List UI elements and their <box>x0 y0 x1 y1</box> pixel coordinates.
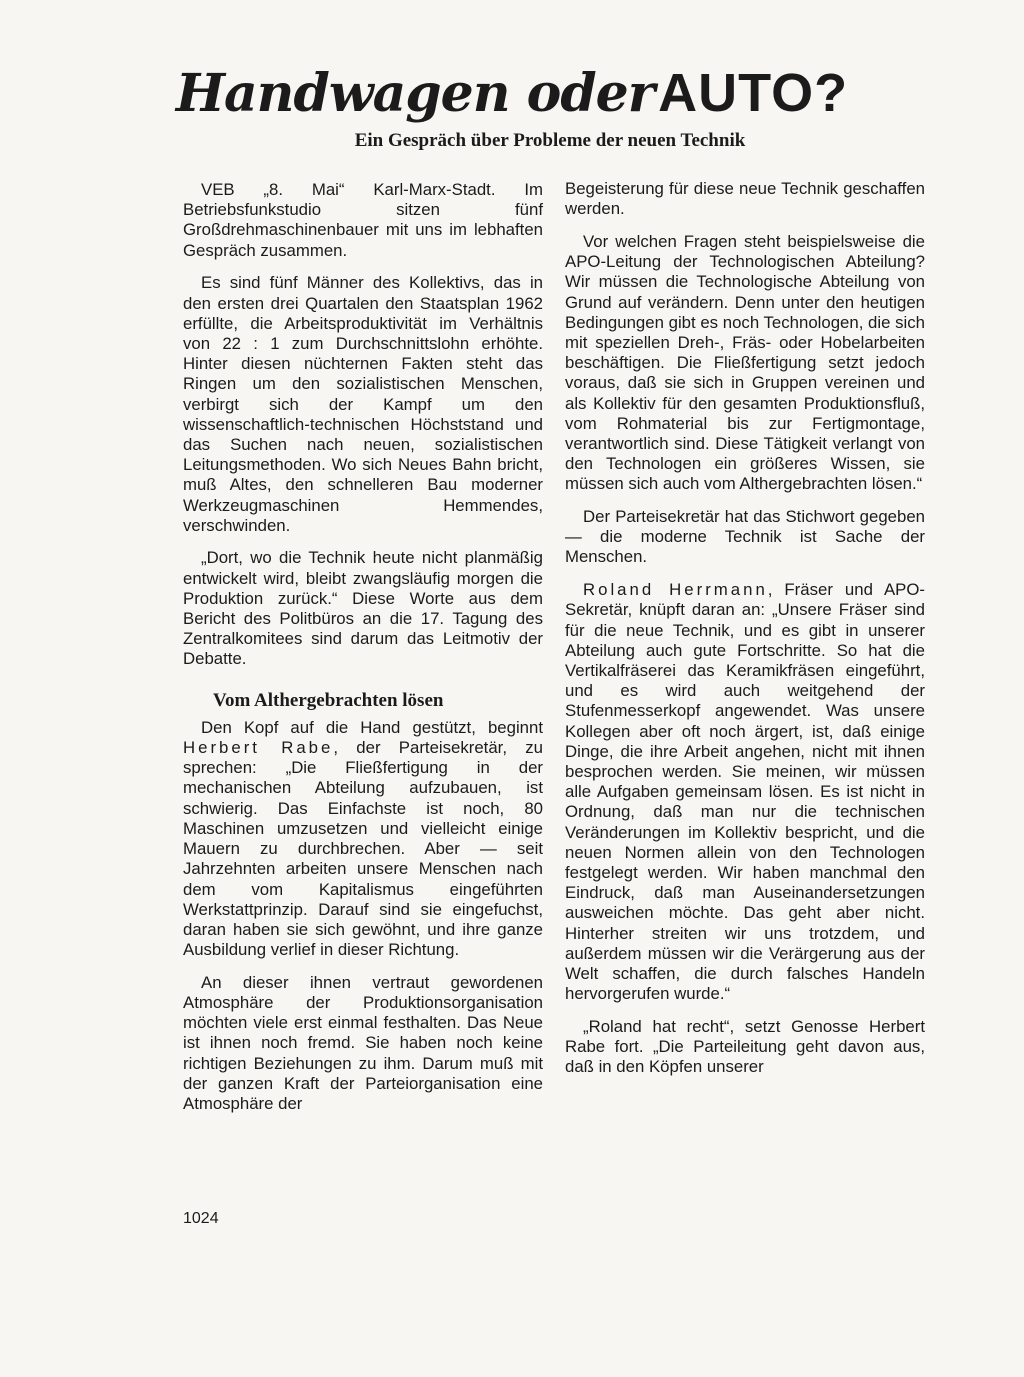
paragraph: An dieser ihnen vertraut gewordenen Atmosphäre der Produktionsorganisation möchten viele erst einmal festhalten. Das Neue ist ihnen noch fremd. Sie haben noch keine richtigen Beziehungen zu ihm. Darum muß mit der ganzen Kraft der Parteiorganisation eine Atmosphäre der <box>183 972 543 1114</box>
paragraph: VEB „8. Mai“ Karl-Marx-Stadt. Im Betriebsfunkstudio sitzen fünf Großdrehmaschinenbauer mit uns im lebhaften Gespräch zusammen. <box>183 180 543 260</box>
paragraph: Vor welchen Fragen steht beispielsweise die APO-Leitung der Technologischen Abteilung? Wir müssen die Technologische Abteilung von Grund auf verändern. Denn unter den heutigen Bedingungen gibt es noch Technologen, die sich mit speziellen Dreh-, Fräs- oder Hobelarbeiten beschäftigen. Die Fließfertigung setzt jedoch voraus, daß sie sich in Gruppen vereinen und als Kollektiv für den gesamten Produktionsfluß, vom Rohmaterial bis zur Fertigmontage, verantwortlich sind. Diese Tätigkeit verlangt von den Technologen ein größeres Wissen, sie müssen sich auch vom Althergebrachten lösen.“ <box>565 231 925 494</box>
paragraph: „Roland hat recht“, setzt Genosse Herbert Rabe fort. „Die Parteileitung geht davon aus, daß in den Köpfen unserer <box>565 1016 925 1077</box>
paragraph: Begeisterung für diese neue Technik geschaffen werden. <box>565 179 925 219</box>
paragraph <box>565 580 925 1004</box>
paragraph: „Dort, wo die Technik heute nicht planmäßig entwickelt wird, bleibt zwangsläufig morgen die Produktion zurück.“ Diese Worte aus dem Bericht des Politbüros an die 17. Tagung des Zentralkomitees sind darum das Leitmotiv der Debatte. <box>183 548 543 669</box>
section-heading: Vom Althergebrachten lösen <box>213 689 444 711</box>
person-name: Herbert Rabe <box>183 738 334 758</box>
person-name: Roland Herrmann <box>583 580 768 600</box>
paragraph-text: , Fräser und APO-Sekretär, knüpft daran an: „Unsere Fräser sind für die neue Technik, und es gibt in unserer Abteilung auch gute Fortschritte. So hat die Vertikalfräserei das Keramikfräsen eingeführt, und es wird auch weitgehend der Stufenmesserkopf angewendet. Was unsere Kollegen aber oft noch ärgert, ist, daß einige Dinge, die ihre Arbeit angehen, nicht mit ihnen besprochen werden. Sie meinen, wir müssen alle Aufgaben gemeinsam lösen. Es ist nicht in Ordnung, daß man nur die technischen Veränderungen im Kollektiv bespricht, und die neuen Normen allein von den Technologen festgelegt werden. Wir haben manchmal den Eindruck, daß man Auseinandersetzungen ausweichen möchte. Das geht aber nicht. Hinterher streiten wir uns trotzdem, und außerdem müssen wir die Verärgerung aus der Welt schaffen, die durch falsches Handeln hervorgerufen wurde.“ <box>565 580 925 1004</box>
left-column <box>183 180 543 1127</box>
paragraph-text: , der Parteisekretär, zu sprechen: „Die Fließfertigung in der mechanischen Abteilung aufzubauen, ist schwierig. Das Einfachste ist noch, 80 Maschinen umzusetzen und vielleicht einige Mauern zu durchbrechen. Aber — seit Jahrzehnten arbeiten unsere Menschen nach dem vom Kapitalismus eingeführten Werkstattprinzip. Darauf sind sie eingefuchst, daran haben sie sich gewöhnt, und ihre ganze Ausbildung verlief in dieser Richtung. <box>183 738 543 960</box>
subtitle: Ein Gespräch über Probleme der neuen Technik <box>354 130 746 151</box>
headline-caps: AUTO? <box>658 63 849 123</box>
headline <box>0 62 1024 124</box>
right-column <box>565 179 925 1090</box>
paragraph: Es sind fünf Männer des Kollektivs, das in den ersten drei Quartalen den Staatsplan 1962 erfüllte, die Arbeitsproduktivität im Verhältnis von 22 : 1 zum Durchschnittslohn erhöhte. Hinter diesen nüchternen Fakten steht das Ringen um den sozialistischen Menschen, verbirgt sich der Kampf um den wissenschaftlich-technischen Höchststand und das Suchen nach neuen, sozialistischen Leitungsmethoden. Wo sich Neues Bahn bricht, muß Altes, den schnelleren Bau moderner Werkzeugmaschinen Hemmendes, verschwinden. <box>183 273 543 535</box>
headline-script: Handwagen oder <box>175 63 655 124</box>
paragraph-text: Den Kopf auf die Hand gestützt, beginnt <box>201 717 543 737</box>
paragraph <box>183 718 543 960</box>
paragraph: Der Parteisekretär hat das Stichwort gegeben — die moderne Technik ist Sache der Menschen. <box>565 507 925 567</box>
page-number: 1024 <box>183 1210 219 1227</box>
